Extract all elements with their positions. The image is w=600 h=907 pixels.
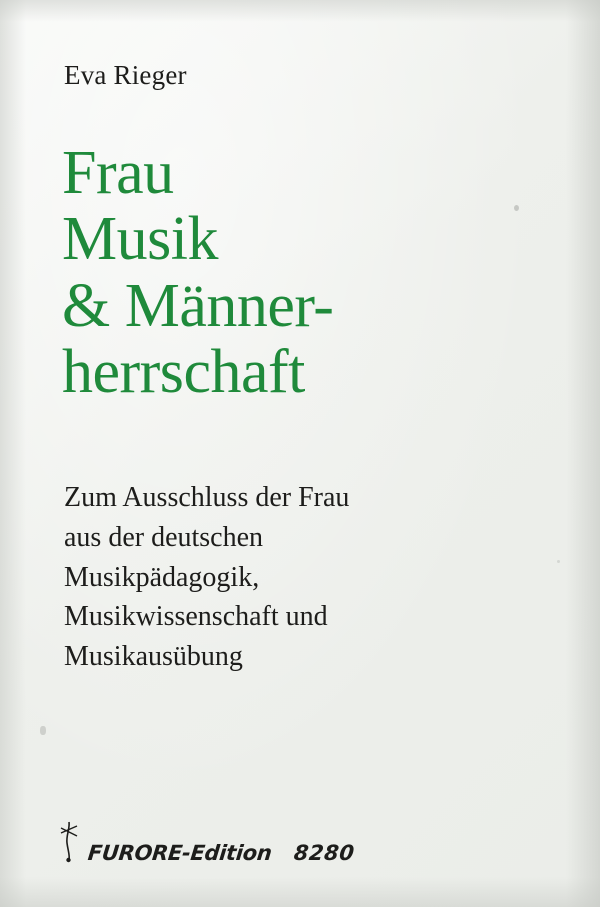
title-line: Musik <box>62 205 218 274</box>
furore-logo-icon <box>58 819 80 863</box>
subtitle-line: Musikwissenschaft und <box>64 601 328 633</box>
paper-edge-right <box>566 0 600 907</box>
paper-edge-left <box>0 0 26 907</box>
publisher-imprint <box>58 819 354 865</box>
publisher-edition-number: 8280 <box>292 841 356 865</box>
paper-edge-top <box>0 0 600 22</box>
title-line: & Männer- <box>62 271 334 340</box>
author-name: Eva Rieger <box>64 60 187 90</box>
subtitle-line: Musikausübung <box>64 641 243 672</box>
title-line: herrschaft <box>62 337 305 406</box>
book-title <box>62 140 562 405</box>
paper-speck <box>40 726 46 735</box>
subtitle-line: Musikpädagogik, <box>64 561 260 593</box>
book-subtitle <box>64 478 534 677</box>
publisher-name: FURORE-Edition <box>86 841 273 865</box>
subtitle-line: Zum Ausschluss der Frau <box>64 482 350 513</box>
title-line: Frau <box>62 139 174 207</box>
paper-edge-bottom <box>0 877 600 907</box>
subtitle-line: aus der deutschen <box>64 521 264 553</box>
paper-speck <box>557 560 560 563</box>
